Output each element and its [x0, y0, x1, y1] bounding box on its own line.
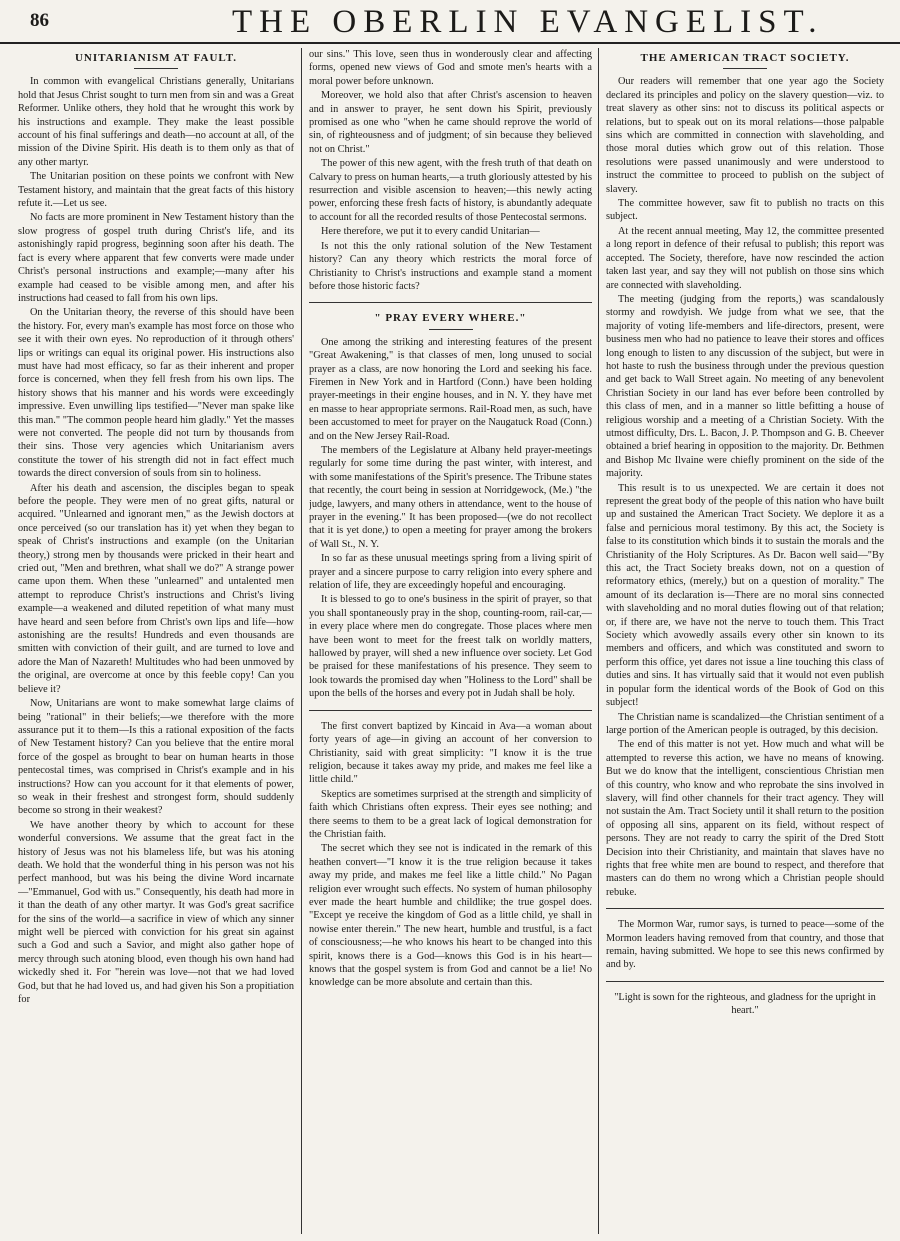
paragraph: The first convert baptized by Kincaid in Ava—a woman about forty years of age—in giving an account of her conversion to Christianity, said with great simplicity: "I know it is the true religion, because it takes away my pride, and makes me feel like a little child." [309, 720, 592, 786]
heading-dash [429, 329, 473, 330]
paragraph: The secret which they see not is indicated in the remark of this heathen convert—"I know it is the true religion because it takes away my pride, and makes me feel like a little child." No Pagan religion ever wrought such effects. No system of human philosophy ever made the heart humble and childlike; the true gospel does. "Except ye receive the kingdom of God as a little child, ye shall in nowise enter therein." The new heart, humble and trustful, is a fact of consciousness;—he who knows his heart to be changed into this spirit, knows there is a God—knows this God is in his heart—knows that the gospel system is from God and cannot be a lie! No knowledge can be more absolute and certain than this. [309, 843, 592, 989]
column-rule [598, 48, 599, 1234]
paragraph-mormon-war: The Mormon War, rumor says, is turned to peace—some of the Mormon leaders having removed from that country, and those that remain, having submitted. We hope to see this news confirmed by and by. [606, 919, 884, 971]
paragraph: Our readers will remember that one year ago the Society declared its principles and policy on the slavery question—viz. to treat slavery as other sins: not to discuss its political aspects or relations, but to speak out on its moral relations—those palpable sins which are committed in connection with slaveholding, and those moral duties which grow out of this relation. Those resolutions were passed unanimously and were understood to instruct the committee to proceed to publish on the subject of slavery. [606, 76, 884, 195]
column-left [18, 48, 294, 1236]
paragraph: This result is to us unexpected. We are certain it does not represent the great body of the people of this nation who have built up and sustained the American Tract Society. We deplore it as a false and pernicious moral testimony. By this act, the Society is false to its constitution which binds it to sustain the morals and the Christianity of the Holy Scriptures. As Dr. Bacon well said—"By this act, the Tract Society breaks down, not on a question of reformatory ethics, (merely,) but on a question of morality." The amount of its declaration is—There are no moral sins connected with slaveholding and no moral duties flowing out of that relation; or, if there are, we have not the nerve to touch them. This Tract Society which avowedly assails every other sin known to its members and officers, and which was constituted and sworn to perform this office, yet dares not issue a line touching this class of duties and sins. It has virtually said that it would not even publish in popular form the identical words of the Book of God on this subject! [606, 482, 884, 709]
paragraph: On the Unitarian theory, the reverse of this should have been the history. For, every man's example has most force on those who see it with their own eyes. No reproduction of it through others' lips or writings can equal its original power. His instructions also must have had most efficacy, so far as their inherent and proper force is concerned, when they fell fresh from his own lips. The history shows that his manner and his words were exceedingly impressive. Even unwilling lips testified—"Never man spake like this man." "The common people heard him gladly." Yet the masses were not converted. The people did not turn by thousands from their sins. Those very agencies which Unitarianism avers constitute the tower of his strength did not in fact effect much towards the direct conversion of souls from sin to holiness. [18, 307, 294, 480]
section-divider [309, 710, 592, 711]
paragraph: Moreover, we hold also that after Christ's ascension to heaven and in answer to prayer, he sent down his Spirit, previously promised as one who "when he came should reprove the world of sin, of righteousness and of judgment; of sin because they believed not on Christ." [309, 90, 592, 155]
section-divider [606, 981, 884, 982]
paragraph: In common with evangelical Christians generally, Unitarians hold that Jesus Christ sought to turn men from sin and was a Great Reformer. Unlike others, they hold that he wrought this work by his instructions and example. They make the least possible account of his final sufferings and death—no account at all, of the mission of the Divine Spirit. His death is to them only as that of any other martyr. [18, 76, 294, 168]
paragraph: Is not this the only rational solution of the New Testament history? Can any theory which restricts the moral force of Christianity to Christ's instructions and example stand a moment before those historic facts? [309, 240, 592, 292]
paragraph: The end of this matter is not yet. How much and what will be attempted to reverse this action, we have no means of knowing. But we do know that the intelligent, conscientious Christian men of this country, who know and who reprobate the sins involved in slavery, will find other channels for their tract agency. They will not sustain the Am. Tract Society until it shall return to the position of opposing all sins, apparent on its field, without respect of persons. They are not ready to carry the spirit of the Dred Stott Decision into their Christianity, and maintain that slaves have no rights that free white men are bound to respect, and therefore that masters can do them no wrong which a Christian people should rebuke. [606, 739, 884, 898]
heading-dash [723, 68, 767, 69]
paragraph: It is blessed to go to one's business in the spirit of prayer, so that you shall spontaneously pray in the shop, counting-room, rail-car,—in every place where men do congregate. Those places where men have been wont to meet for the freest talk on worldly matters, hallowed by prayer, will shed a new influence over society. Let God be praised for these manifestations of his presence. They seem to look towards the promised day when "Holiness to the Lord" shall be upon the bells of the horses and every pot in Judah shall be holy. [309, 594, 592, 700]
paragraph: In so far as these unusual meetings spring from a living spirit of prayer and a sincere purpose to carry religion into every sphere and relation of life, they are exceedingly hopeful and encouraging. [309, 553, 592, 592]
section-divider [606, 908, 884, 909]
column-middle [309, 48, 592, 1236]
paragraph: The members of the Legislature at Albany held prayer-meetings regularly for some time during the past winter, with interest, and with some manifestations of the Spirit's presence. The Tribune states that recently, the court being in session at Norridgewock, (Me.) "the judge, lawyers, and many others in attendance, went to the house of prayer in the evening." It has been proposed—(we do not recollect that it is yet done,) to open a meeting for prayer among the brokers of Wall St., N. Y. [309, 444, 592, 550]
column-rule [301, 48, 302, 1234]
page-number: 86 [30, 10, 49, 31]
paragraph: After his death and ascension, the disciples began to speak before the people. They were men of no great gifts, natural or acquired. "Unlearned and ignorant men," as the Jewish doctors at once perceived (so our translation has it) yet when they began to speak of Christ's instructions and example (on the Unitarian theory,) strong men by thousands were pricked in their heart and cried out, "Men and brethren, what shall we do?" A strange power came upon them. When these "unlearned" and untalented men attempt to reproduce Christ's instructions and Christ's living example—a weakened and diluted repetition of what many must have heard and seen before from Christ's own lips and life—how astonishing are the results! Hundreds and even thousands are smitten with conviction of their guilt, and are turned to love and adore the Man of Nazareth! Multitudes who had been unmoved by the original, are overcome at once by this feeble copy! Can you believe it? [18, 482, 294, 695]
masthead [0, 0, 900, 44]
paragraph: The power of this new agent, with the fresh truth of that death on Calvary to press on human hearts,—a truth gloriously attested by his resurrection and visible ascension to heaven;—this newly acting power, enforcing these fresh facts of history, is abundantly adequate to account for all the recorded results of those Pentecostal sermons. [309, 158, 592, 223]
paragraph: At the recent annual meeting, May 12, the committee presented a long report in defence of their refusal to publish; this report was accepted. The Society, therefore, have now rescinded the action taken last year, and say they will not publish on those sins which are connected with slaveholding. [606, 225, 884, 291]
column-right [606, 48, 884, 1236]
paragraph: The meeting (judging from the reports,) was scandalously stormy and rowdyish. We judge from what we see, that the majority of voting life-members and life-directors, present, were business men who had no patience to leave their stores and offices long enough to listen to any discussion of the subject, but were in hot haste to rush the business through under the previous question and get back to Wall Street again. No meeting of any benevolent Christian Society in our land has ever before been controlled by this class of men, and in a manner so little befitting a house of religious worship and a meeting of a Christian Society. With the utmost difficulty, Drs. L. Bacon, J. P. Thompson and G. B. Cheever obtained a brief hearing in opposition to the majority. Dr. Bethmen and Bishop Mc Ilvaine were chiefly prominent on the side of the majority. [606, 293, 884, 480]
paragraph: The committee however, saw fit to publish no tracts on this subject. [606, 198, 884, 223]
article-heading-pray: " PRAY EVERY WHERE." [374, 312, 527, 325]
closing-quote: "Light is sown for the righteous, and gladness for the upright in heart." [614, 991, 876, 1017]
paragraph: We have another theory by which to account for these wonderful conversions. We assume that the great fact in the history of Jesus was not his blameless life, but was his atoning death. We hold that the wonderful thing in his person was not his perfect manhood, but was his being the divine Word incarnate—"Emmanuel, God with us." Consequently, his death had more in it than the death of any other martyr. It was God's great sacrifice for the sins of the world—a sacrifice in view of which any sinner might well be pierced with conviction for his great sin against such a God and such a Savior, and might also gather hope of mercy through such atoning blood, even though his own hand had wickedly shed it. For "herein was love—not that we had loved God, but that he had loved us, and had given his Son a propitiation for [18, 819, 294, 1006]
paragraph: our sins." This love, seen thus in wonderously clear and affecting forms, opened new views of God and smote men's hearts with a moral power before unknown. [309, 49, 592, 87]
newspaper-title: THE OBERLIN EVANGELIST. [232, 4, 824, 40]
article-heading-tract-society: THE AMERICAN TRACT SOCIETY. [640, 52, 850, 64]
paragraph: Now, Unitarians are wont to make somewhat large claims of being "rational" in their beliefs;—we therefore with the more assurance put it to them—Is this a rational exposition of the facts of New Testament history? Can you believe that the entire moral force of the gospel as brought to bear on human hearts in those pentecostal times, was comprised in Christ's example and in his instructions? How can you account for it that elements of power, so weak in their freshest and strongest form, should suddenly become so strong in their weakest? [18, 698, 294, 817]
paragraph: Skeptics are sometimes surprised at the strength and simplicity of faith which Christians often express. Their eyes see nothing; and there seems to them to be a great lack of logical demonstration for the Christian faith. [309, 788, 592, 840]
section-divider [309, 302, 592, 303]
paragraph: The Christian name is scandalized—the Christian sentiment of a large portion of the American people is outraged, by this decision. [606, 711, 884, 736]
paragraph: One among the striking and interesting features of the present "Great Awakening," is that classes of men, long unused to social prayer as a class, are now honoring the Lord and seeking his face. Firemen in New York and in Hartford (Conn.) have been holding prayer-meetings in their engine houses, and in N. Y. they have met en masse to hear appropriate sermons. Rail-Road men, as such, have been accustomed to meet for prayer on the Naugatuck Road (Conn.) and on the New Jersey Rail-Road. [309, 336, 592, 442]
paragraph: The Unitarian position on these points we confront with New Testament history, and maintain that the great facts of this history refute it.—Let us see. [18, 171, 294, 210]
paragraph: Here therefore, we put it to every candid Unitarian— [321, 226, 540, 238]
article-heading-unitarianism: UNITARIANISM AT FAULT. [74, 52, 238, 64]
paragraph: No facts are more prominent in New Testament history than the slow progress of gospel truth during Christ's life, and its astonishingly rapid progress, beginning soon after his death. The fact is every where apparent that few converts were made under Christ's personal instructions and example;—many after his example had ceased to be visible among men, and after his instructions had ceased to fall from his own lips. [18, 212, 294, 304]
heading-dash [134, 68, 178, 69]
